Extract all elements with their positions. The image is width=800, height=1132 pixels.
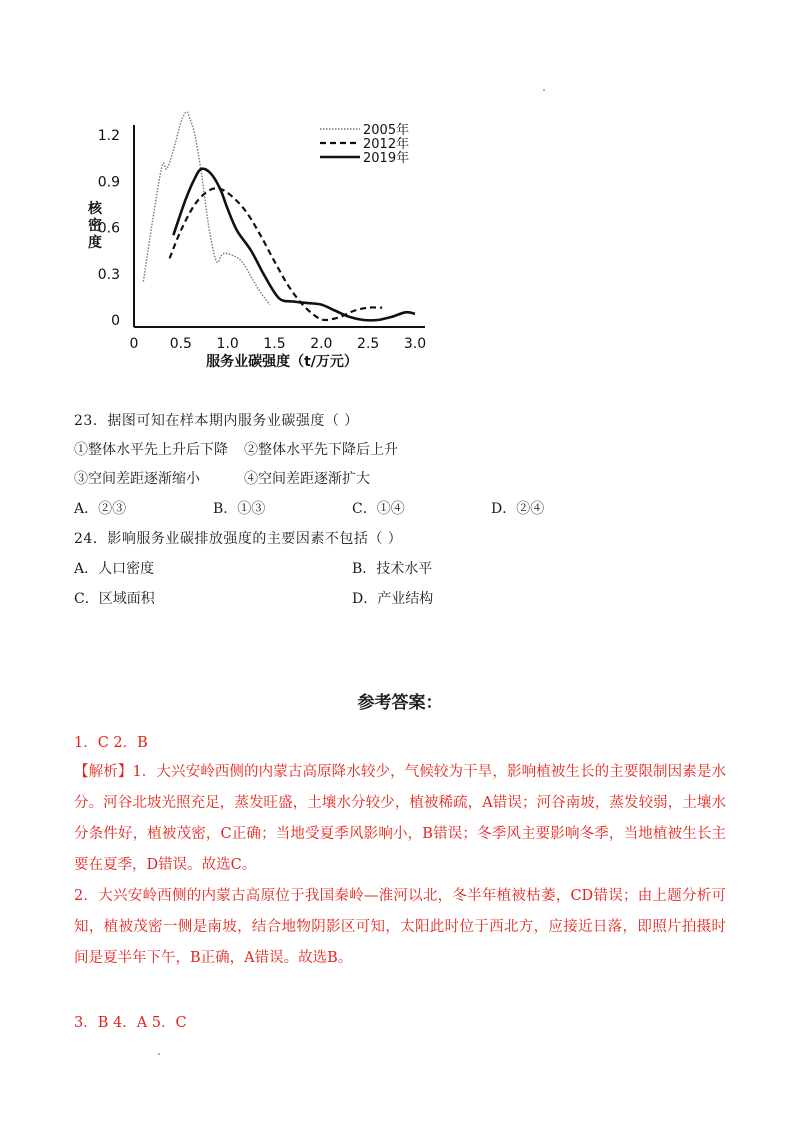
q24-option-a: A．人口密度 [74,561,155,577]
q23-option-d: D．②④ [491,501,545,517]
q24-option-d: D．产业结构 [352,591,434,607]
answer-line-1-2: 1．C 2．B [74,735,148,751]
x-tick-label: 1.0 [216,336,239,352]
answer-line-3-5: 3．B 4．A 5．C [74,1015,187,1031]
x-tick-label: 1.5 [263,336,286,352]
analysis-paragraph-2: 2．大兴安岭西侧的内蒙古高原位于我国秦岭—淮河以北，冬半年植被枯萎，CD错误；由上题分析可知，植被茂密一侧是南坡，结合地物阴影区可知，太阳此时位于西北方，应接近日落，即照片拍摄时间是夏半年下午，B正确，A错误。故选B。 [74,888,726,966]
q23-statement-3: ③空间差距逐渐缩小 [74,471,200,487]
y-axis-label: 核密度 [88,201,102,251]
y-tick-label: 0.6 [97,220,120,237]
chart-legend [320,122,409,166]
legend-label: 2005年 [363,123,410,138]
q23-statement-1: ①整体水平先上升后下降 [74,442,228,458]
y-tick-label: 1.2 [97,128,120,144]
y-tick-label: 0 [111,313,120,329]
series-line-0 [143,112,269,305]
series-line-1 [170,188,383,320]
x-tick-label: 2.0 [310,336,333,352]
legend-label: 2012年 [363,137,410,152]
q23-option-c: C．①④ [352,501,405,517]
y-tick-label: 0.9 [97,174,120,191]
q23-option-a: A．②③ [74,501,127,517]
scan-speck [158,1053,160,1055]
scan-speck [543,89,545,91]
question-24-stem: 24．影响服务业碳排放强度的主要因素不包括（ ） [74,531,403,547]
q24-option-c: C．区域面积 [74,591,155,607]
x-axis-label: 服务业碳强度（t/万元） [206,354,358,370]
analysis-paragraph-1 [74,757,726,881]
y-tick-label: 0.3 [97,266,120,283]
q23-statement-2: ②整体水平先下降后上升 [244,442,398,458]
q23-option-b: B．①③ [213,501,266,517]
q24-option-b: B．技术水平 [352,561,433,577]
kernel-density-chart [70,95,440,385]
x-tick-label: 3.0 [403,336,427,352]
x-tick-label: 0.5 [169,336,192,352]
answer-key-title: 参考答案： [357,693,443,713]
analysis-1-text: 1．大兴安岭西侧的内蒙古高原降水较少，气候较为干旱，影响植被生长的主要限制因素是水分。河谷北坡光照充足，蒸发旺盛，土壤水分较少，植被稀疏，A错误；河谷南坡，蒸发较弱，土壤水分条件好，植被茂密，C正确；当地受夏季风影响小，B错误；冬季风主要影响冬季，当地植被生长主要在夏季，D错误。故选C。 [74,764,726,873]
analysis-tag: 【解析】 [74,764,133,780]
q23-statement-4: ④空间差距逐渐扩大 [244,471,370,487]
question-23-stem: 23．据图可知在样本期内服务业碳强度（ ） [74,413,359,429]
legend-label: 2019年 [363,151,410,166]
x-tick-labels [130,336,427,352]
x-tick-label: 0 [129,336,139,352]
x-tick-label: 2.5 [357,336,380,352]
series-line-2 [173,169,415,321]
